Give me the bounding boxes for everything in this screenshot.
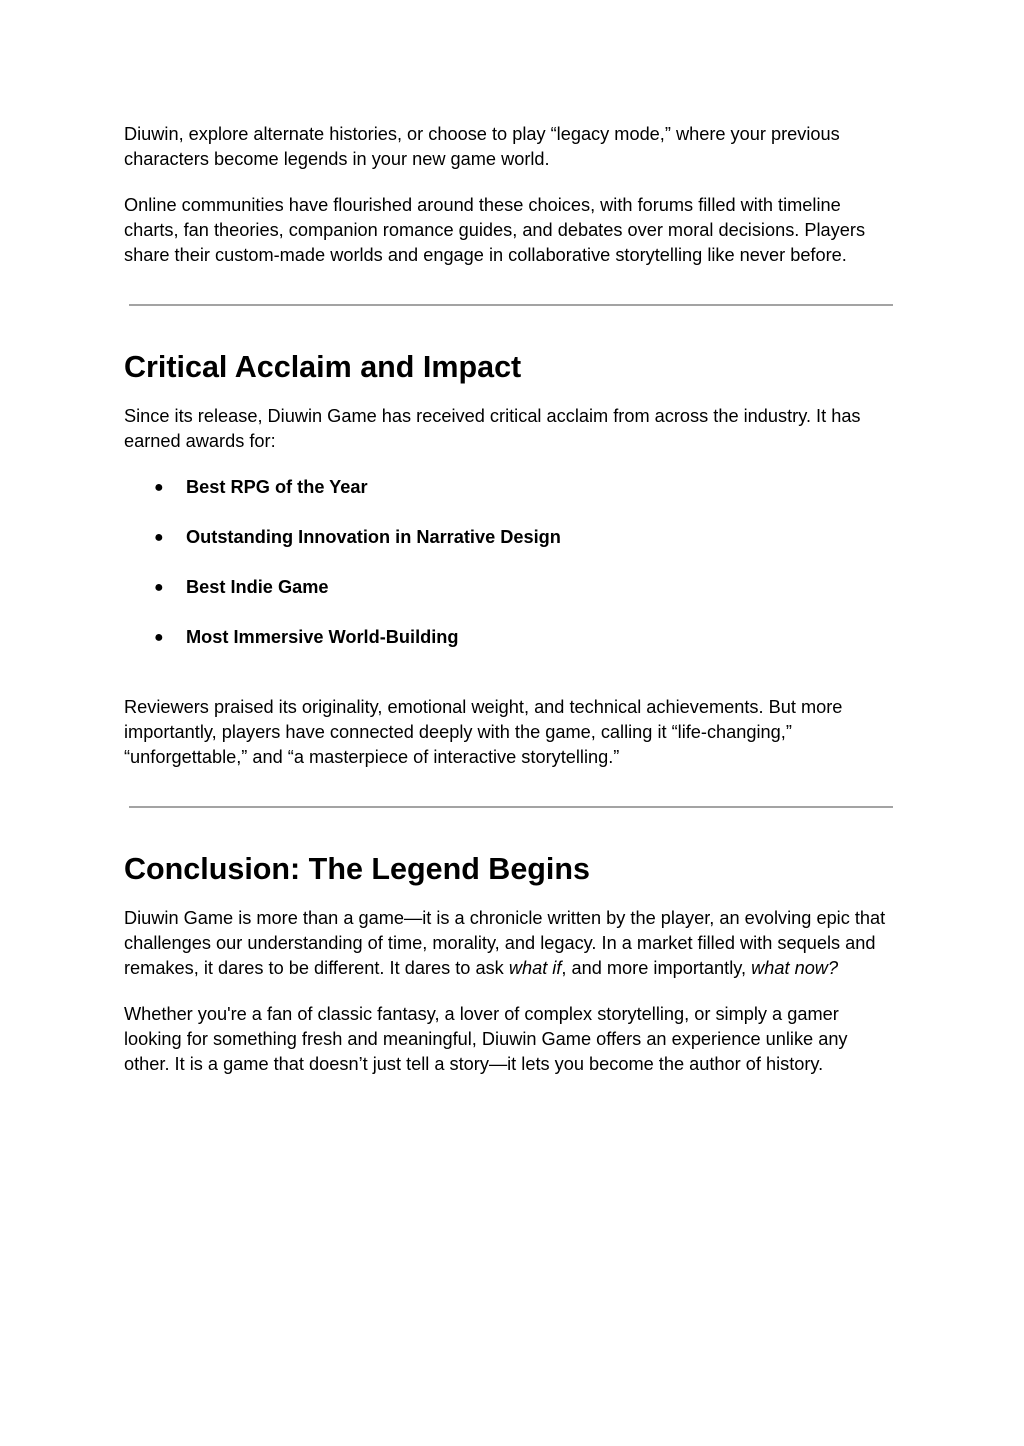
award-item <box>124 625 896 650</box>
conclusion-emphasis-what-now: what now? <box>751 958 839 978</box>
award-label: Best RPG of the Year <box>186 477 368 497</box>
intro-paragraph-1: Diuwin, explore alternate histories, or choose to play “legacy mode,” where your previous characters become legends in your new game world. <box>124 124 840 169</box>
conclusion-heading: Conclusion: The Legend Begins <box>124 852 590 886</box>
acclaim-lead-paragraph: Since its release, Diuwin Game has received critical acclaim from across the industry. It has earned awards for: <box>124 406 861 451</box>
award-label: Most Immersive World-Building <box>186 627 459 647</box>
section-divider-1 <box>129 304 893 306</box>
bullet-icon: ● <box>154 529 164 546</box>
bullet-icon: ● <box>154 479 164 496</box>
acclaim-closing-paragraph: Reviewers praised its originality, emotional weight, and technical achievements. But more importantly, players have connected deeply with the game, calling it “life-changing,” “unforgettable,” and “a masterpiece of interactive storytelling.” <box>124 697 843 767</box>
award-item <box>124 475 896 500</box>
bullet-icon: ● <box>154 629 164 646</box>
conclusion-paragraph-1 <box>124 906 896 981</box>
conclusion-emphasis-what-if: what if <box>508 958 562 978</box>
section-divider-2 <box>129 806 893 808</box>
awards-list <box>124 475 896 650</box>
award-label: Outstanding Innovation in Narrative Design <box>186 527 561 547</box>
conclusion-paragraph-2: Whether you're a fan of classic fantasy, a lover of complex storytelling, or simply a gamer looking for something fresh and meaningful, Diuwin Game offers an experience unlike any other. It is a game that doesn’t just tell a story—it lets you become the author of history. <box>124 1004 848 1074</box>
award-item <box>124 525 896 550</box>
document-page <box>124 122 896 1077</box>
conclusion-text-part-2: , and more importantly, <box>561 958 752 978</box>
award-item <box>124 575 896 600</box>
bullet-icon: ● <box>154 579 164 596</box>
award-label: Best Indie Game <box>186 577 329 597</box>
intro-paragraph-2: Online communities have flourished around these choices, with forums filled with timeline charts, fan theories, companion romance guides, and debates over moral decisions. Players share their custom-made worlds and engage in collaborative storytelling like never before. <box>124 195 866 265</box>
acclaim-heading: Critical Acclaim and Impact <box>124 350 522 384</box>
conclusion-text-part-1: Diuwin Game is more than a game—it is a chronicle written by the player, an evolving epic that challenges our understanding of time, morality, and legacy. In a market filled with sequels and remakes, it dares to be different. It dares to ask <box>124 908 886 978</box>
